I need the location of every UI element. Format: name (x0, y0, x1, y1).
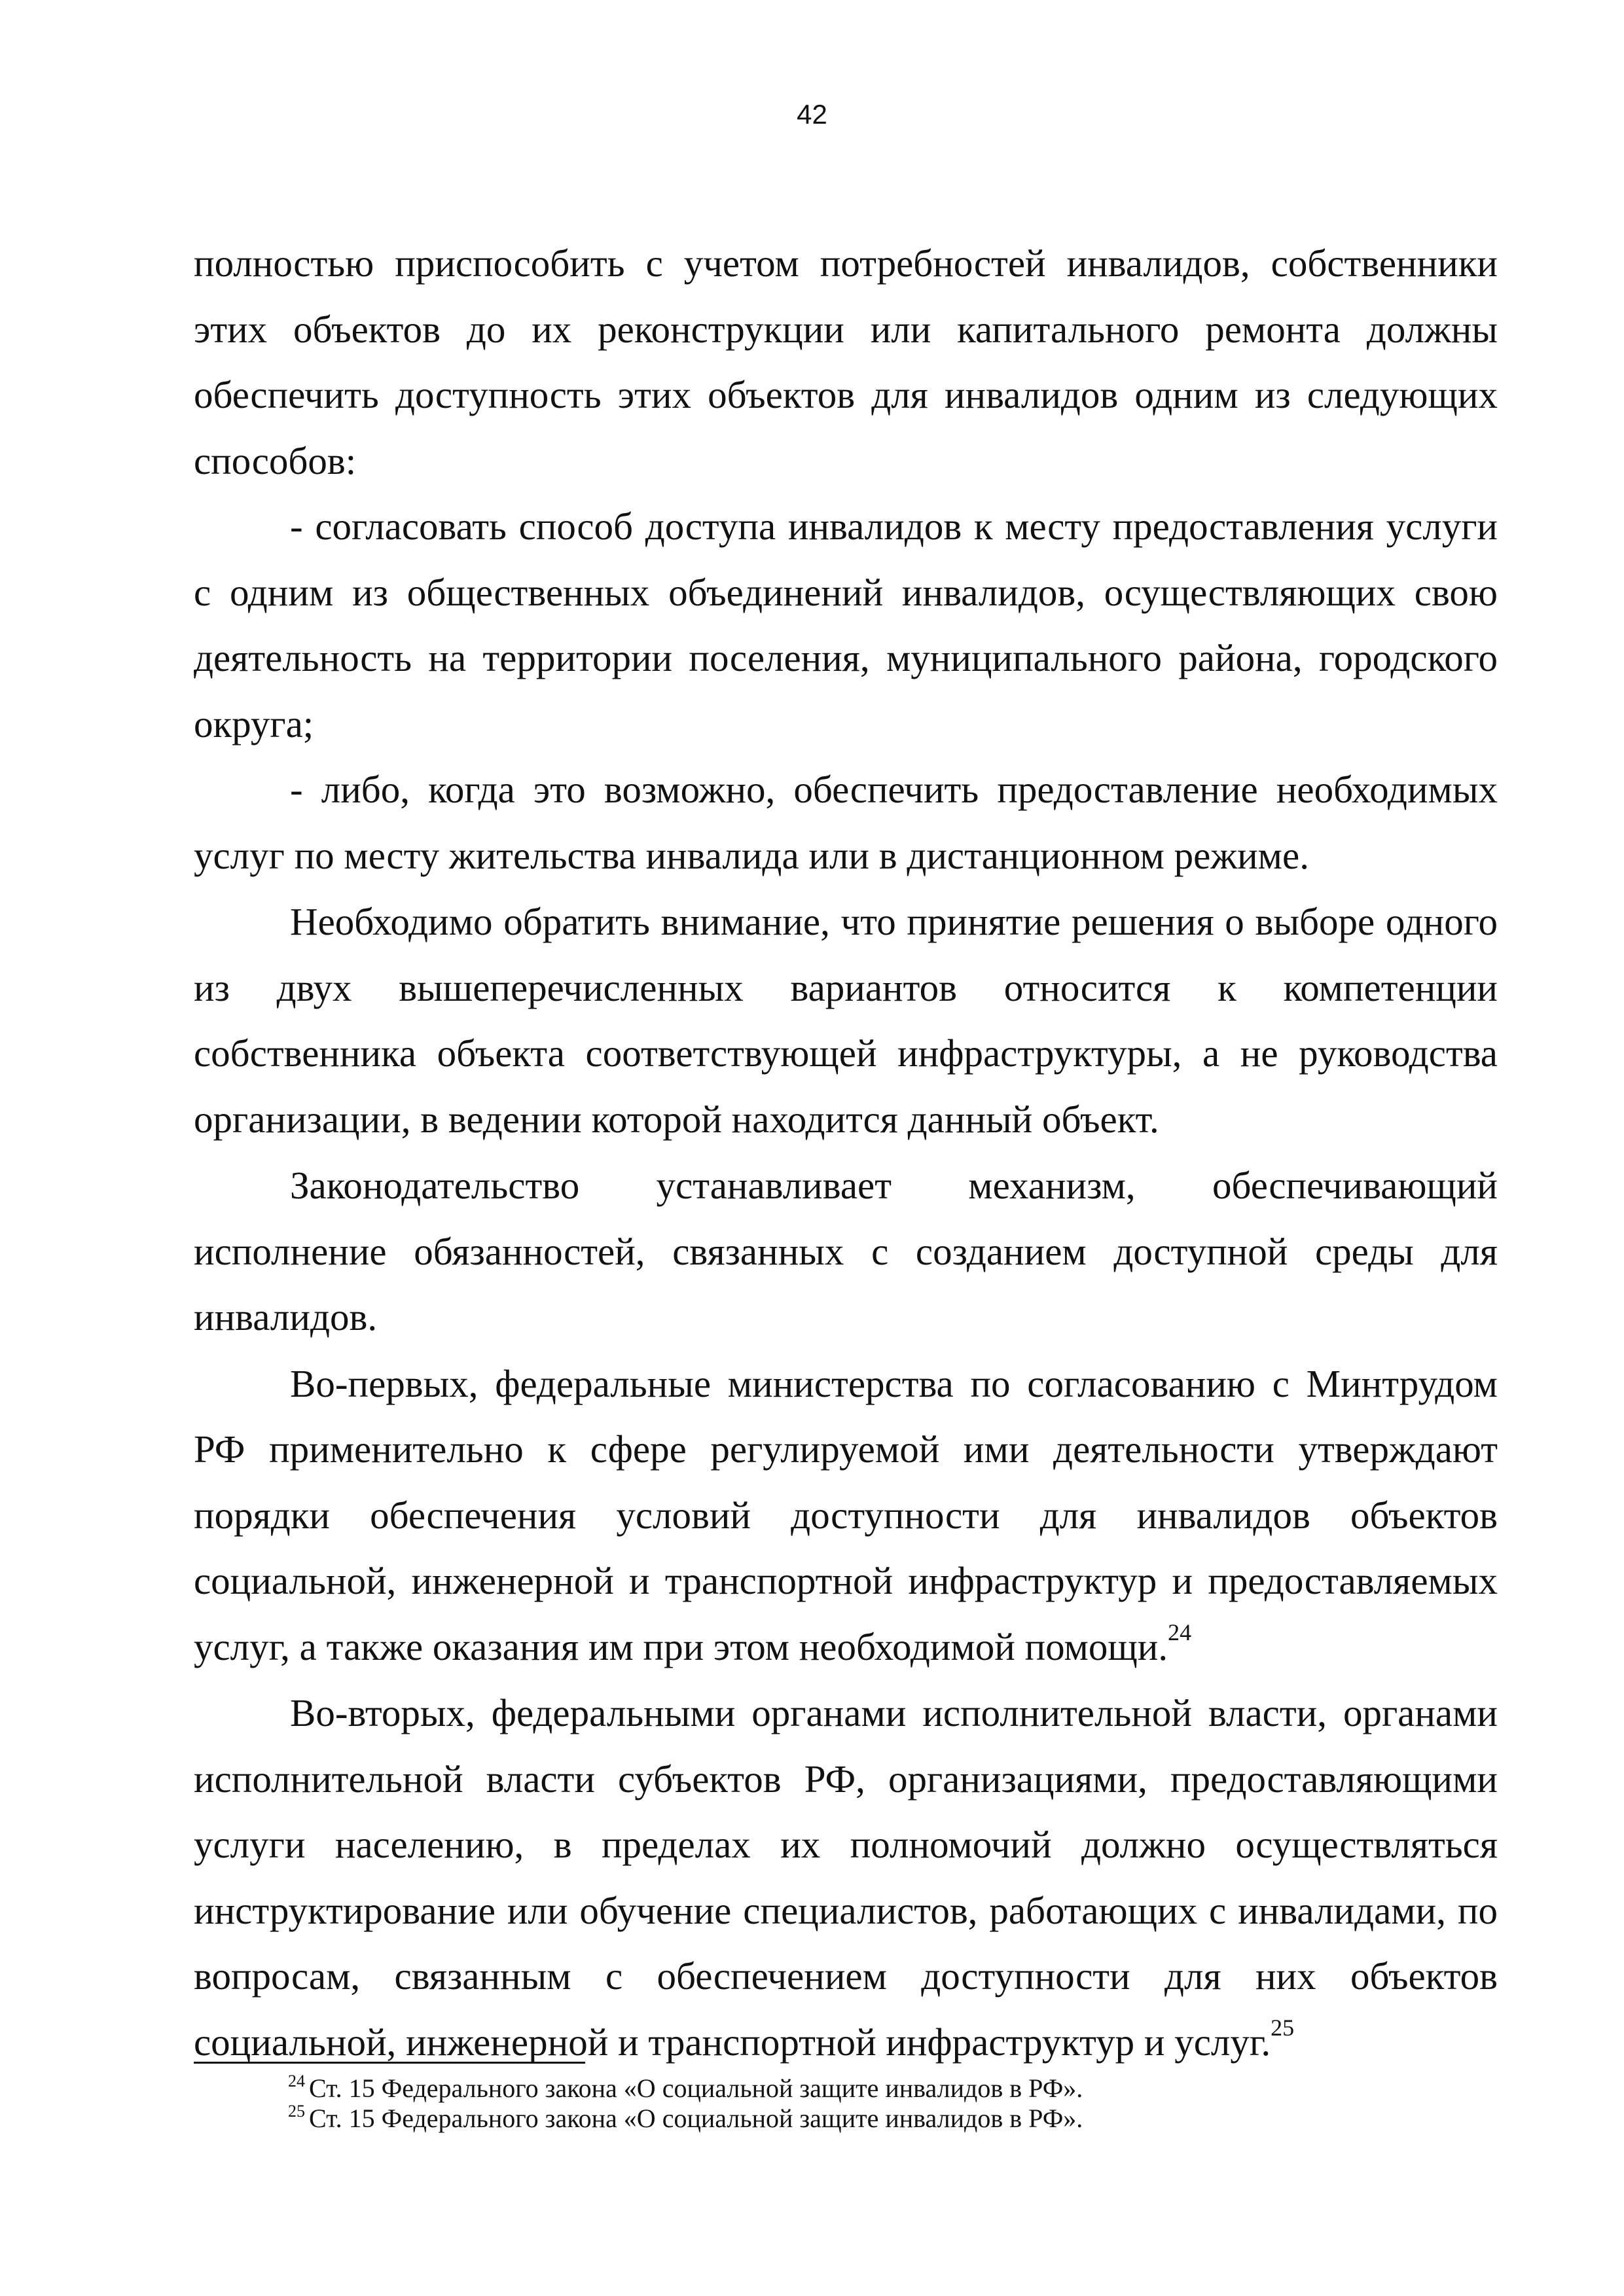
page-number: 42 (797, 99, 827, 130)
footnote-25 (288, 2104, 1492, 2134)
footnote-separator (194, 2062, 585, 2064)
body-text (194, 230, 1498, 2075)
footnote-mark-25: 25 (288, 2102, 305, 2121)
paragraph-option-remote: - либо, когда это возможно, обеспечить предоставление необходимых услуг по месту жительства инвалида или в дистанционном режиме. (194, 768, 1498, 877)
paragraph-owner-competence: Необходимо обратить внимание, что принятие решения о выборе одного из двух вышеперечисленных вариантов относится к компетенции собственника объекта соответствующей инфраструктуры, а не руководства организации, в ведении которой находится данный объект. (194, 900, 1498, 1141)
paragraph-first-measure-text: Во-первых, федеральные министерства по согласованию с Минтрудом РФ применительно к сфере регулируемой ими деятельности утверждают порядки обеспечения условий доступности для инвалидов объектов социальной, инженерной и транспортной инфраструктур и предоставляемых услуг, а также оказания им при этом необходимой помощи. (194, 1361, 1498, 1668)
footnote-ref-24[interactable]: 24 (1168, 1619, 1192, 1645)
footnote-mark-24: 24 (288, 2072, 305, 2090)
footnote-text-25: Ст. 15 Федерального закона «О социальной защите инвалидов в РФ». (309, 2104, 1083, 2133)
paragraph-continuation: полностью приспособить с учетом потребностей инвалидов, собственники этих объектов до их реконструкции или капитального ремонта должны обеспечить доступность этих объектов для инвалидов одним из следующих способов: (194, 242, 1498, 482)
footnote-24 (288, 2073, 1492, 2104)
footnote-ref-25[interactable]: 25 (1271, 2014, 1295, 2041)
footnotes (288, 2073, 1492, 2134)
footnote-text-24: Ст. 15 Федерального закона «О социальной защите инвалидов в РФ». (309, 2073, 1083, 2103)
paragraph-second-measure (194, 1680, 1498, 2075)
paragraph-second-measure-text: Во-вторых, федеральными органами исполнительной власти, органами исполнительной власти субъектов РФ, организациями, предоставляющими услуги населению, в пределах их полномочий должно осуществляться инструктирование или обучение специалистов, работающих с инвалидами, по вопросам, связанным с обеспечением доступности для них объектов социальной, инженерной и транспортной инфраструктур и услуг. (194, 1691, 1498, 2064)
paragraph-first-measure (194, 1351, 1498, 1680)
paragraph-option-agree: - согласовать способ доступа инвалидов к месту предоставления услуги с одним из общественных объединений инвалидов, осуществляющих свою деятельность на территории поселения, муниципального района, городского округа; (194, 505, 1498, 745)
paragraph-legislation-mechanism: Законодательство устанавливает механизм, обеспечивающий исполнение обязанностей, связанных с созданием доступной среды для инвалидов. (194, 1164, 1498, 1338)
